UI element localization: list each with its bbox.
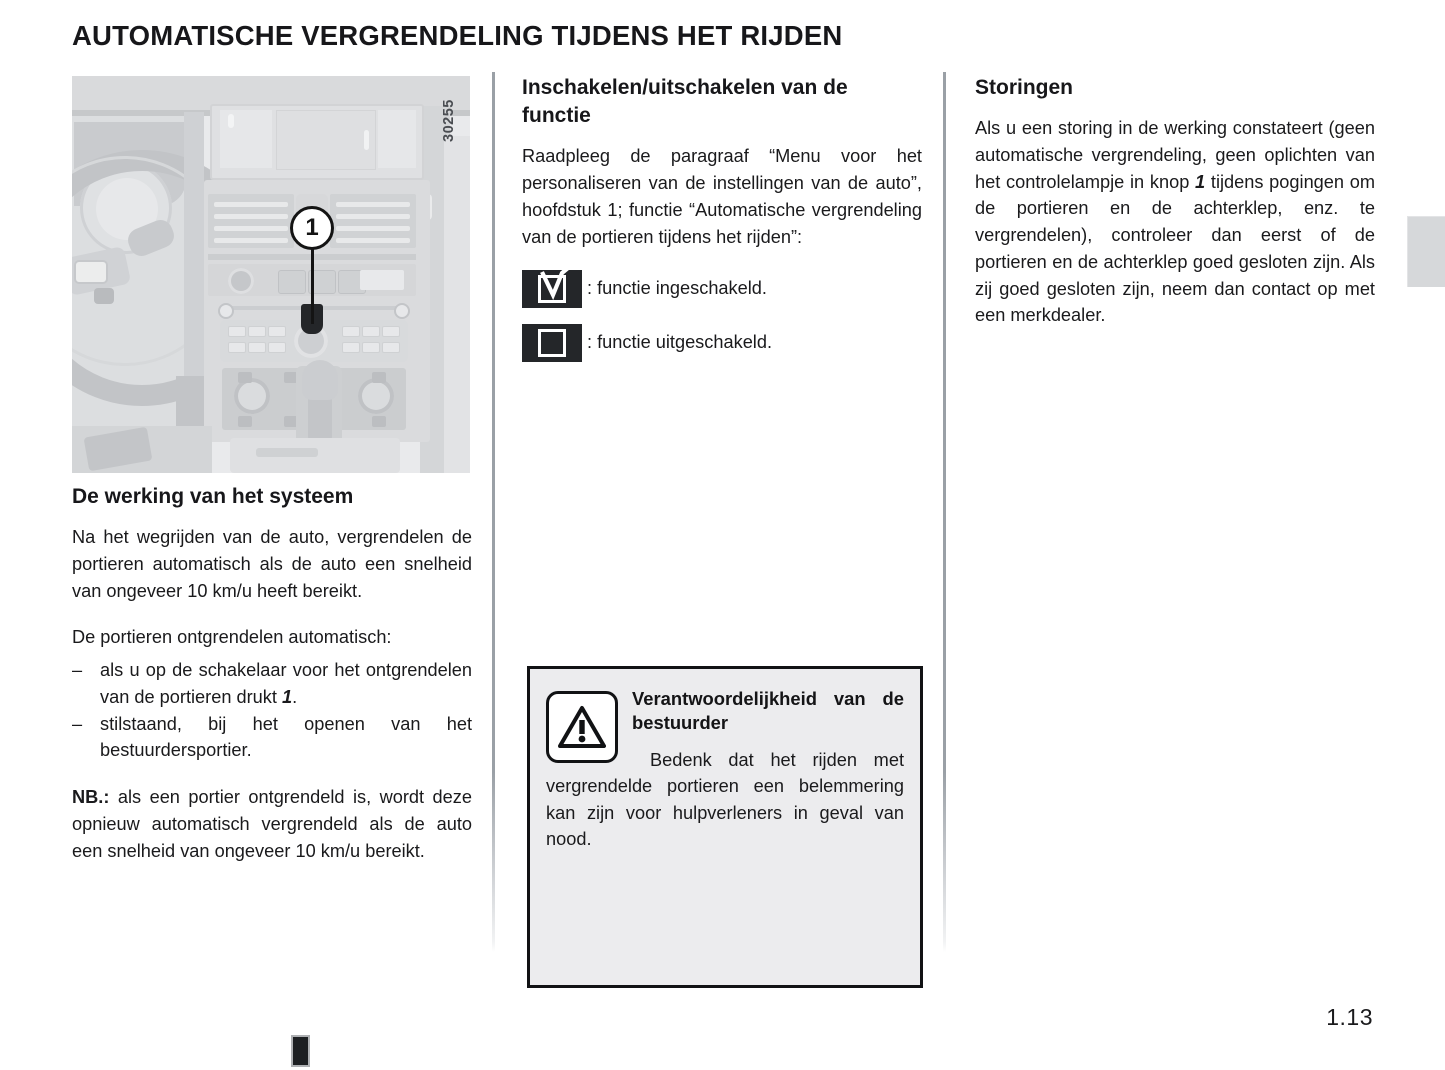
- page-title: AUTOMATISCHE VERGRENDELING TIJDENS HET RIJDEN: [72, 20, 843, 51]
- dashboard-figure: [72, 76, 470, 473]
- warning-text: Bedenk dat het rijden met vergrendelde portieren een belemmering kan zijn voor hulpverleners in geval van nood.: [546, 749, 904, 850]
- left-paragraph-2: De portieren ontgrendelen automatisch:: [72, 627, 392, 648]
- middle-paragraph-1: Raadpleeg de paragraaf “Menu voor het personaliseren van de instellingen van de auto”, hoofdstuk 1; functie “Automatische vergrendeling van de portieren tijdens het rijden”:: [522, 146, 922, 247]
- checkbox-unchecked-icon: [522, 324, 582, 362]
- dashboard-photo: [72, 76, 470, 473]
- note-label: NB.:: [72, 787, 110, 808]
- list-item-text: stilstaand, bij het openen van het bestuurdersportier.: [100, 713, 472, 761]
- column-divider-right: [943, 72, 946, 952]
- legend-label-disabled: : functie uitgeschakeld.: [587, 332, 773, 353]
- warning-triangle-icon: [546, 691, 618, 763]
- button-number-reference: 1: [1195, 171, 1206, 192]
- left-column-heading: De werking van het systeem: [72, 485, 354, 508]
- callout-marker-1: 1: [290, 206, 334, 250]
- page-edge-tab: [1407, 216, 1445, 287]
- note-text: als een portier ontgrendeld is, wordt deze opnieuw automatisch vergrendeld als de auto een snelheid van ongeveer 10 km/u bereikt.: [72, 787, 472, 861]
- legend-label-enabled: : functie ingeschakeld.: [587, 278, 767, 299]
- list-item-text: als u op de schakelaar voor het ontgrendelen van de portieren drukt: [100, 660, 472, 707]
- right-text-before: Als u een storing in de werking constateert (geen automatische vergrendeling, geen oplichten van het controlelampje in knop: [975, 118, 1375, 192]
- dash-marker: –: [72, 660, 83, 681]
- warning-title: Verantwoordelijkheid van de bestuurder: [632, 688, 904, 734]
- left-column: [72, 483, 472, 864]
- middle-column-heading: Inschakelen/uitschakelen van de functie: [522, 76, 848, 128]
- column-divider-left: [492, 72, 495, 952]
- unlock-conditions-list: [72, 657, 472, 764]
- list-item-text-tail: .: [292, 686, 298, 707]
- figure-reference-number: 30255: [441, 99, 457, 142]
- middle-column: [522, 74, 922, 362]
- list-item: [72, 657, 472, 711]
- legend-row-enabled: [522, 270, 922, 308]
- left-note-paragraph: [72, 784, 472, 864]
- dash-marker: –: [72, 713, 83, 734]
- right-column-heading: Storingen: [975, 76, 1073, 99]
- right-paragraph-1: [975, 115, 1375, 329]
- button-number-reference: 1: [281, 686, 293, 707]
- legend-row-disabled: [522, 324, 922, 362]
- left-paragraph-1: Na het wegrijden van de auto, vergrendelen de portieren automatisch als de auto een snelheid van ongeveer 10 km/u heeft bereikt.: [72, 527, 472, 601]
- checkbox-checked-icon: [522, 270, 582, 308]
- right-text-after: tijdens pogingen om de portieren en de achterklep, enz. te vergrendelen), controleer dan eerst of de portieren en de achterklep goed gesloten zijn. Als zij goed gesloten zijn, neem dan contact op met een merkdealer.: [975, 171, 1376, 326]
- list-item: [72, 711, 472, 765]
- page-number: 1.13: [1326, 1004, 1373, 1030]
- right-column: [975, 74, 1375, 329]
- section-corner-mark: [291, 1035, 310, 1067]
- driver-responsibility-warning-box: [527, 666, 923, 988]
